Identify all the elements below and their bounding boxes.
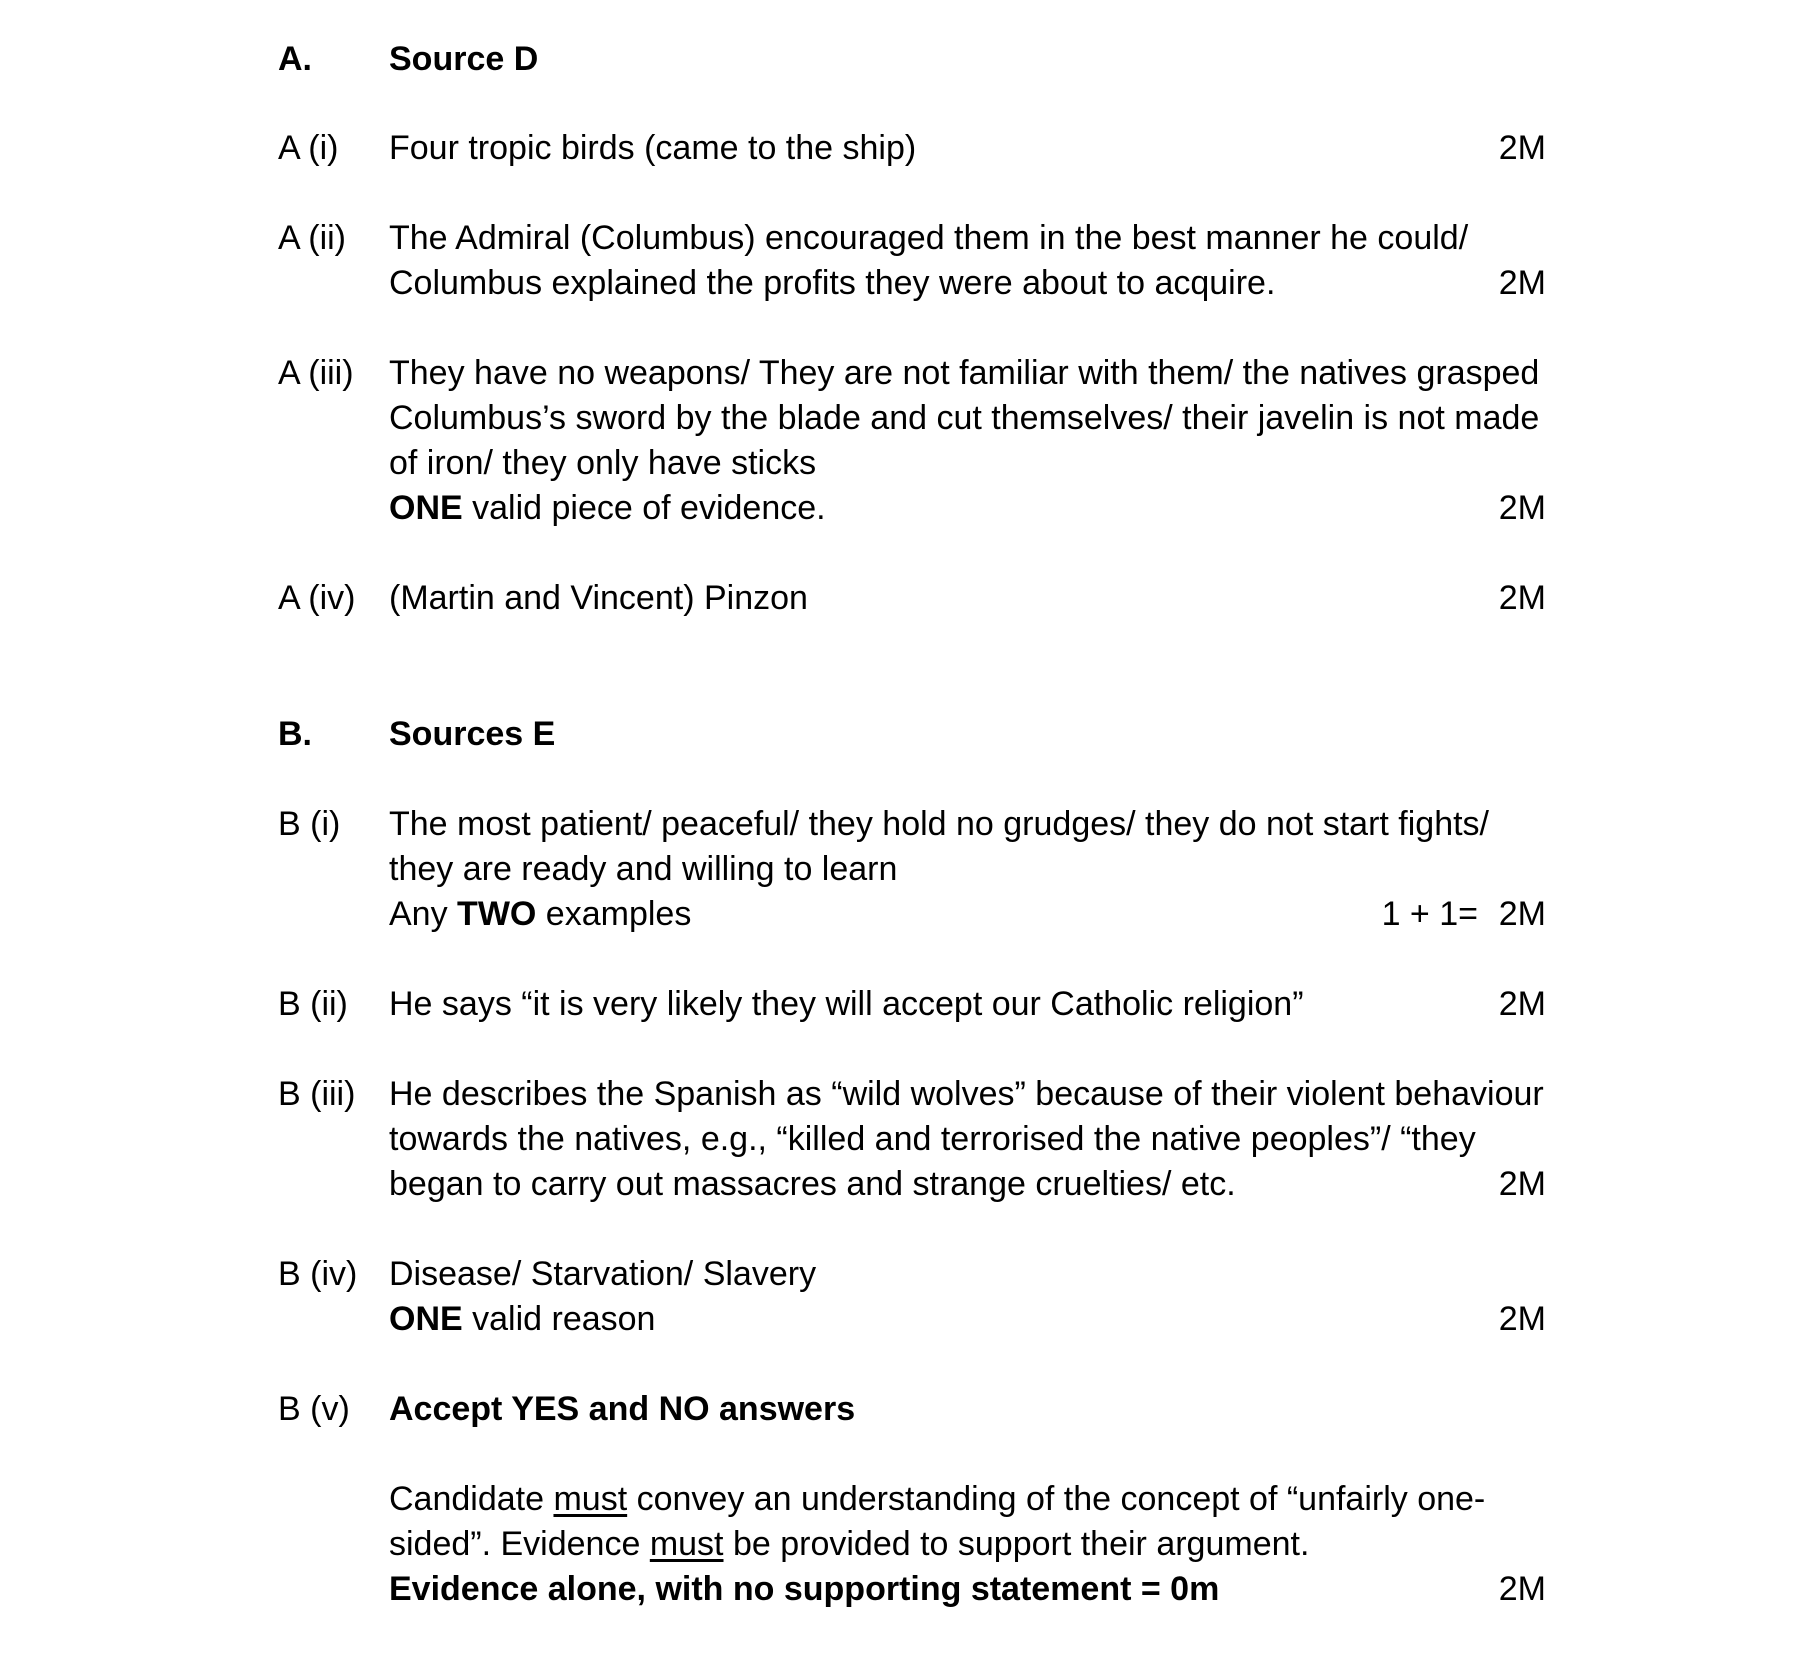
question-number: A (i) — [278, 129, 339, 167]
question-b-iv — [278, 1252, 1546, 1342]
mark-value: 2M — [1498, 895, 1546, 933]
answer-line: He says “it is very likely they will accept our Catholic religion” — [389, 985, 1304, 1023]
answer-line: They have no weapons/ They are not familiar with them/ the natives grasped — [389, 354, 1540, 392]
section-b-heading — [278, 712, 1558, 757]
answer-line: Columbus explained the profits they were about to acquire. — [389, 264, 1276, 302]
question-b-i — [278, 802, 1546, 937]
question-number: B (iii) — [278, 1075, 356, 1113]
criteria-line — [389, 892, 1546, 937]
mark-value: 2M — [1498, 264, 1546, 302]
question-number: B (i) — [278, 805, 341, 843]
question-a-ii — [278, 216, 1546, 306]
answer-line: towards the natives, e.g., “killed and terrorised the native peoples”/ “they — [389, 1120, 1476, 1158]
mark-value: 2M — [1498, 129, 1546, 167]
criteria-line — [389, 1297, 1546, 1342]
question-number: A (iii) — [278, 354, 354, 392]
mark-value: 2M — [1498, 579, 1546, 617]
final-criteria: Evidence alone, with no supporting statement = 0m — [389, 1570, 1220, 1608]
section-label: B. — [278, 715, 312, 753]
answer-text: convey an understanding of the concept of “unfairly one- — [627, 1480, 1486, 1518]
answer-text: be provided to support their argument. — [723, 1525, 1310, 1563]
emphasis-underline: must — [649, 1525, 724, 1563]
criteria-text: valid reason — [462, 1300, 656, 1338]
section-label: A. — [278, 40, 312, 78]
criteria-emphasis: ONE — [389, 489, 463, 527]
question-number: B (ii) — [278, 985, 348, 1023]
criteria-text: valid piece of evidence. — [462, 489, 826, 527]
section-a-heading — [278, 37, 1558, 82]
answer-line: Four tropic birds (came to the ship) — [389, 129, 917, 167]
mark-value: 2M — [1498, 1570, 1546, 1608]
answer-line: Columbus’s sword by the blade and cut themselves/ their javelin is not made — [389, 399, 1540, 437]
criteria-emphasis: TWO — [457, 895, 537, 933]
answer-text: sided”. Evidence — [389, 1525, 650, 1563]
question-a-iv — [278, 576, 1546, 621]
mark-value: 2M — [1498, 489, 1546, 527]
criteria-text: Any — [389, 895, 458, 933]
mark-value: 2M — [1498, 1165, 1546, 1203]
question-number: A (iv) — [278, 579, 356, 617]
question-b-ii — [278, 982, 1546, 1027]
answer-line: began to carry out massacres and strange cruelties/ etc. — [389, 1165, 1236, 1203]
question-number: B (v) — [278, 1390, 350, 1428]
question-b-v — [278, 1387, 1546, 1612]
answer-line: The most patient/ peaceful/ they hold no grudges/ they do not start fights/ — [389, 805, 1490, 843]
question-a-iii — [278, 351, 1546, 531]
criteria-line — [389, 486, 1546, 531]
section-title: Source D — [389, 40, 539, 78]
answer-text: Candidate — [389, 1480, 554, 1518]
emphasis-underline: must — [553, 1480, 628, 1518]
mark-value: 2M — [1498, 1300, 1546, 1338]
answer-line: (Martin and Vincent) Pinzon — [389, 579, 808, 617]
answer-line: of iron/ they only have sticks — [389, 444, 817, 482]
question-number: B (iv) — [278, 1255, 358, 1293]
question-b-iii — [278, 1072, 1546, 1207]
question-a-i — [278, 126, 1546, 171]
answer-heading: Accept YES and NO answers — [389, 1390, 856, 1428]
answer-line: He describes the Spanish as “wild wolves” because of their violent behaviour — [389, 1075, 1544, 1113]
mark-value: 2M — [1498, 985, 1546, 1023]
mark-split: 1 + 1= — [1381, 895, 1478, 933]
answer-line: The Admiral (Columbus) encouraged them in the best manner he could/ — [389, 219, 1469, 257]
question-number: A (ii) — [278, 219, 346, 257]
criteria-text: examples — [536, 895, 692, 933]
section-title: Sources E — [389, 715, 556, 753]
criteria-emphasis: ONE — [389, 1300, 463, 1338]
answer-line: Disease/ Starvation/ Slavery — [389, 1255, 817, 1293]
answer-line: they are ready and willing to learn — [389, 850, 898, 888]
